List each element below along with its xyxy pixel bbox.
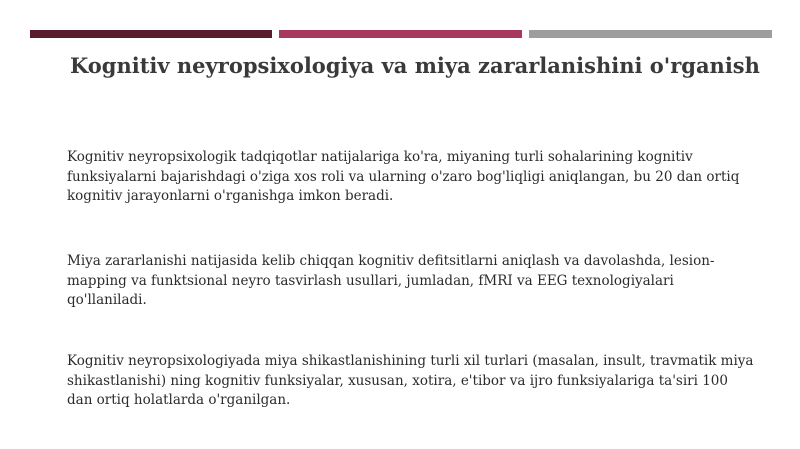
accent-bars	[30, 30, 772, 38]
accent-bar-gray	[529, 30, 772, 38]
slide-title: Kognitiv neyropsixologiya va miya zararlanishini o'rganish	[70, 53, 760, 78]
body-paragraph-1: Kognitiv neyropsixologik tadqiqotlar natijalariga ko'ra, miyaning turli sohalarining kognitiv funksiyalarni bajarishdagi o'ziga xos roli va ularning o'zaro bog'liqligi aniqlangan, bu 20 dan ortiq kognitiv jarayonlarni o'rganishga imkon beradi.	[67, 149, 740, 204]
body-paragraph-2: Miya zararlanishi natijasida kelib chiqqan kognitiv defitsitlarni aniqlash va davolashda, lesion-mapping va funktsional neyro tasvirlash usullari, jumladan, fMRI va EEG texnologiyalari qo'llaniladi.	[67, 253, 715, 308]
accent-bar-dark	[30, 30, 272, 38]
body-paragraph-3: Kognitiv neyropsixologiyada miya shikastlanishining turli xil turlari (masalan, insult, travmatik miya shikastlanishi) ning kognitiv funksiyalar, xususan, xotira, e'tibor va ijro funksiyalariga ta'siri 100 dan ortiq holatlarda o'rganilgan.	[67, 353, 754, 408]
accent-bar-rose	[279, 30, 522, 38]
